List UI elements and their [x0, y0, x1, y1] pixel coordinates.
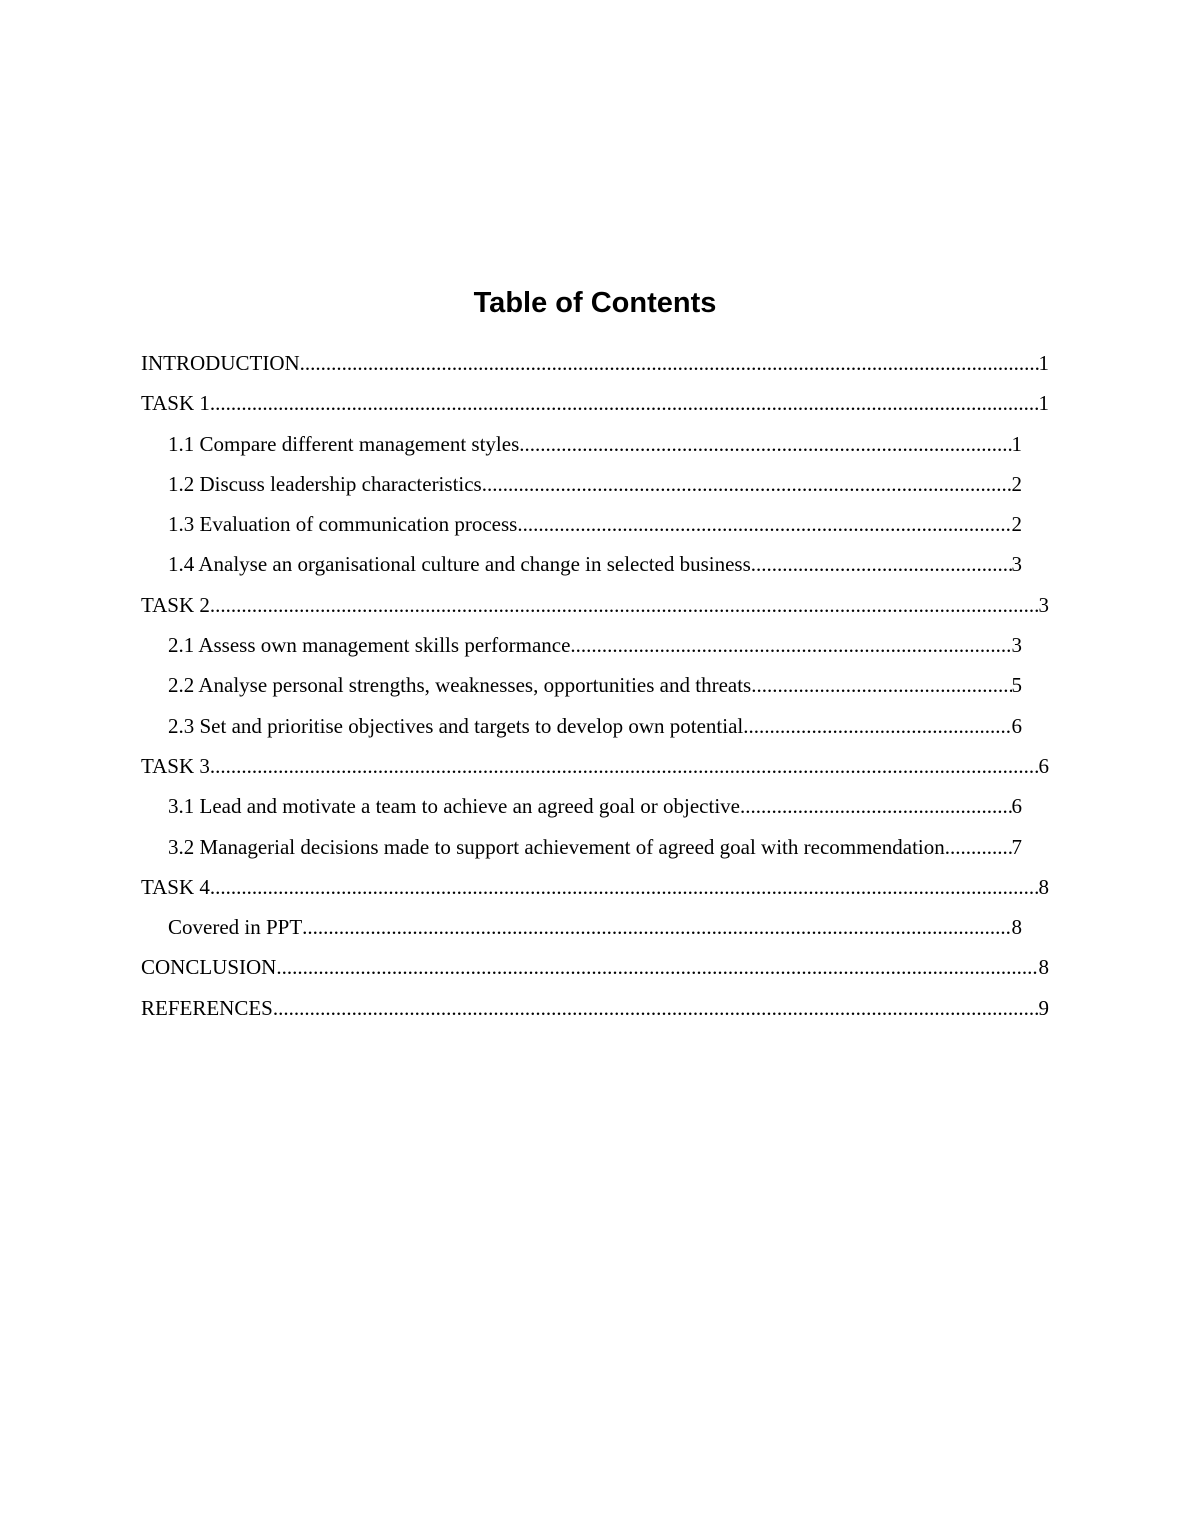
toc-entry-heading[interactable]: [141, 585, 1049, 625]
toc-entry-label: TASK 2: [141, 592, 210, 617]
toc-dot-leader: [751, 544, 1012, 584]
toc-page-number: 6: [1038, 753, 1049, 778]
toc-dot-leader: [276, 947, 1038, 987]
toc-entry-heading[interactable]: [141, 746, 1049, 786]
toc-entry-label: TASK 3: [141, 753, 210, 778]
toc-entry-label: 2.3 Set and prioritise objectives and targets to develop own potential: [168, 713, 744, 738]
toc-entry-label: 1.1 Compare different management styles: [168, 431, 520, 456]
toc-entry-label: 2.2 Analyse personal strengths, weaknesses, opportunities and threats: [168, 673, 752, 698]
toc-page-number: 8: [1038, 874, 1049, 899]
toc-dot-leader: [945, 827, 1012, 867]
toc-dot-leader: [482, 464, 1012, 504]
toc-entry-label: 1.4 Analyse an organisational culture and change in selected business: [168, 552, 751, 577]
toc-page-number: 1: [1038, 391, 1049, 416]
toc-page-number: 9: [1038, 995, 1049, 1020]
toc-dot-leader: [300, 343, 1039, 383]
toc-entry-subheading[interactable]: [168, 907, 1022, 947]
toc-dot-leader: [751, 665, 1011, 705]
toc-entry-label: TASK 1: [141, 391, 210, 416]
toc-entry-heading[interactable]: [141, 947, 1049, 987]
toc-page-number: 2: [1011, 471, 1022, 496]
toc-page-number: 6: [1011, 713, 1022, 738]
toc-dot-leader: [210, 867, 1039, 907]
toc-entry-heading[interactable]: [141, 343, 1049, 383]
toc-entry-subheading[interactable]: [168, 464, 1022, 504]
toc-dot-leader: [210, 383, 1039, 423]
toc-dot-leader: [570, 625, 1011, 665]
toc-dot-leader: [302, 907, 1011, 947]
toc-page-number: 3: [1011, 552, 1022, 577]
toc-page-number: 8: [1011, 915, 1022, 940]
toc-list: [141, 343, 1049, 1028]
toc-page-number: 3: [1038, 592, 1049, 617]
toc-entry-subheading[interactable]: [168, 827, 1022, 867]
toc-dot-leader: [519, 424, 1011, 464]
page-title: Table of Contents: [473, 287, 717, 319]
toc-page-number: 5: [1011, 673, 1022, 698]
toc-entry-subheading[interactable]: [168, 786, 1022, 826]
toc-page-number: 2: [1011, 512, 1022, 537]
toc-entry-label: INTRODUCTION: [141, 351, 300, 375]
toc-page-number: 3: [1011, 633, 1022, 658]
toc-dot-leader: [517, 504, 1011, 544]
toc-dot-leader: [210, 585, 1039, 625]
toc-entry-subheading[interactable]: [168, 424, 1022, 464]
toc-entry-label: 1.3 Evaluation of communication process: [168, 512, 518, 537]
toc-entry-label: 1.2 Discuss leadership characteristics: [168, 471, 482, 496]
toc-page-number: 8: [1038, 955, 1049, 980]
toc-entry-label: REFERENCES: [141, 995, 273, 1020]
toc-entry-label: CONCLUSION: [141, 955, 277, 980]
toc-dot-leader: [273, 988, 1039, 1028]
toc-entry-subheading[interactable]: [168, 706, 1022, 746]
toc-page-number: 1: [1011, 431, 1022, 456]
toc-dot-leader: [743, 706, 1011, 746]
toc-entry-label: 3.1 Lead and motivate a team to achieve an agreed goal or objective: [168, 794, 740, 819]
toc-entry-label: 2.1 Assess own management skills performance: [168, 633, 571, 658]
toc-entry-label: 3.2 Managerial decisions made to support achievement of agreed goal with recommendation: [168, 834, 945, 859]
toc-entry-heading[interactable]: [141, 988, 1049, 1028]
toc-entry-subheading[interactable]: [168, 625, 1022, 665]
toc-entry-subheading[interactable]: [168, 544, 1022, 584]
toc-entry-heading[interactable]: [141, 867, 1049, 907]
toc-page-number: 6: [1011, 794, 1022, 819]
toc-entry-subheading[interactable]: [168, 504, 1022, 544]
toc-page-number: 1: [1038, 351, 1049, 375]
toc-entry-label: Covered in PPT: [168, 915, 303, 940]
toc-entry-heading[interactable]: [141, 383, 1049, 423]
toc-entry-subheading[interactable]: [168, 665, 1022, 705]
toc-dot-leader: [740, 786, 1012, 826]
toc-page-number: 7: [1011, 834, 1022, 859]
toc-entry-label: TASK 4: [141, 874, 210, 899]
toc-dot-leader: [210, 746, 1039, 786]
